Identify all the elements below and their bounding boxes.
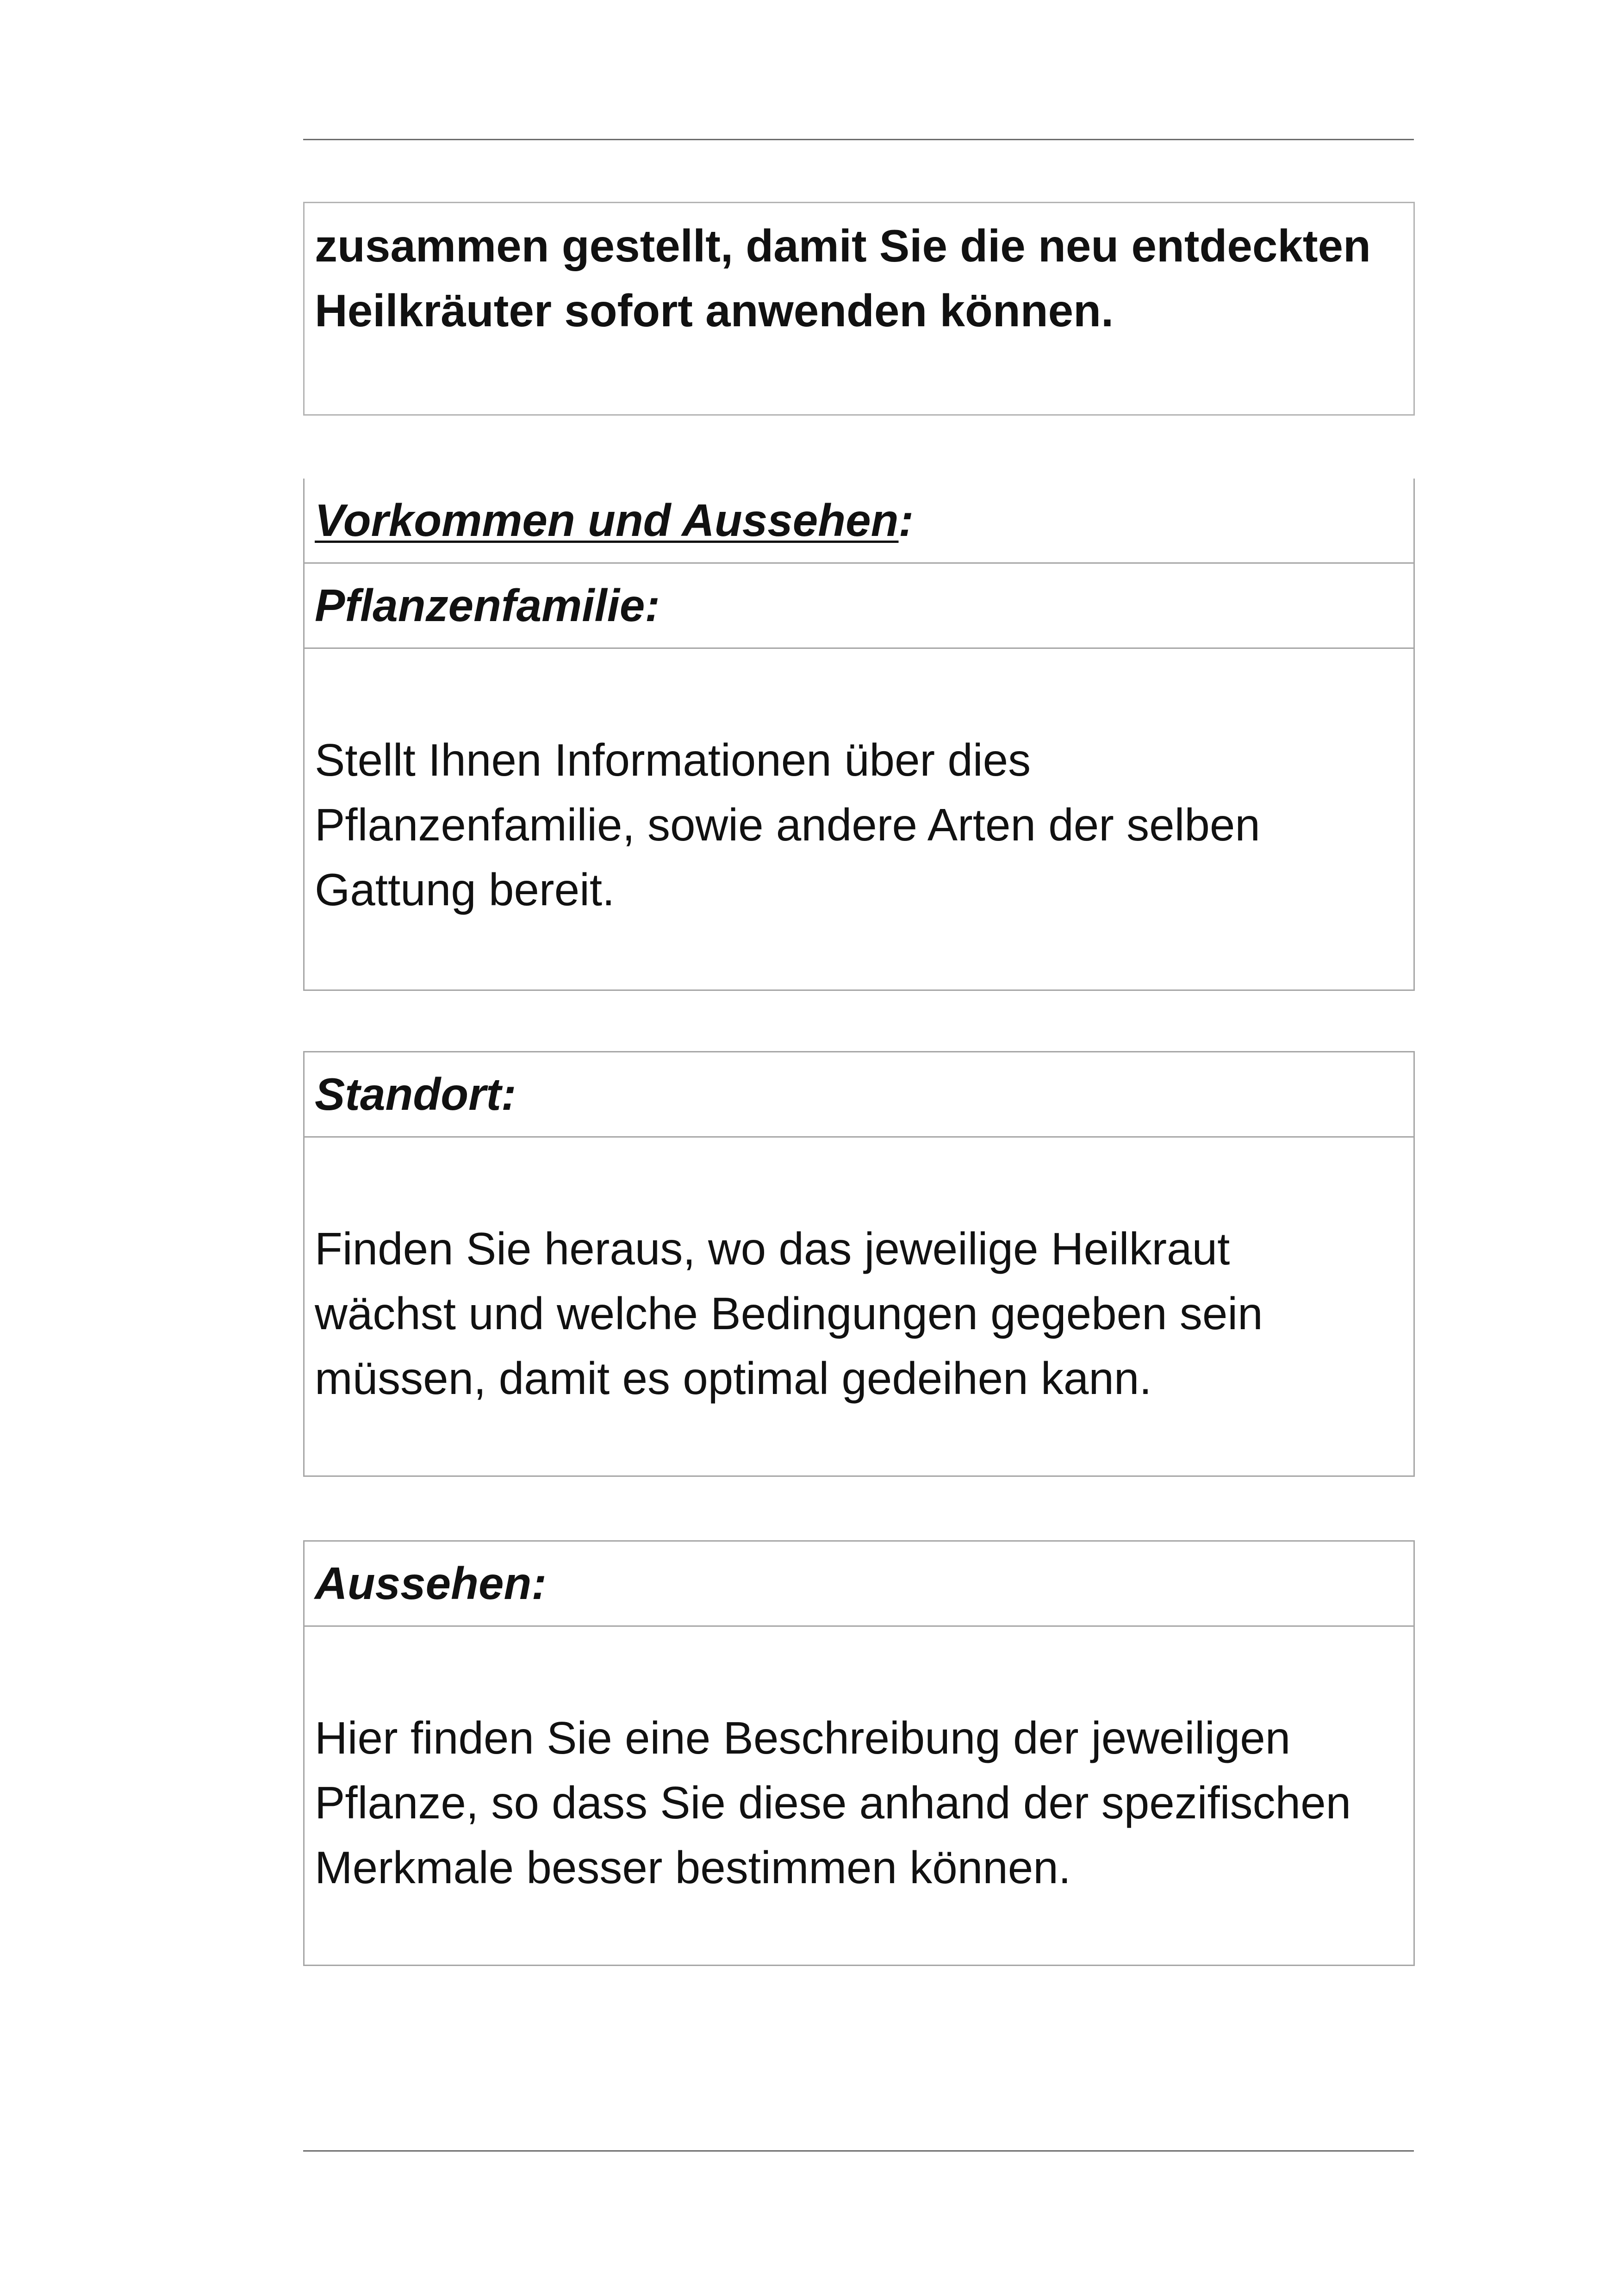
appearance-heading: Aussehen: bbox=[305, 1542, 1413, 1627]
plant-family-heading: Pflanzenfamilie: bbox=[305, 564, 1413, 649]
location-heading: Standort: bbox=[305, 1052, 1413, 1138]
plant-family-line-2: Pflanzenfamilie, sowie andere Arten der selben bbox=[315, 799, 1260, 850]
plant-family-line-1: Stellt Ihnen Informationen über dies bbox=[315, 734, 1031, 785]
location-description bbox=[305, 1138, 1413, 1475]
location-line-1: Finden Sie heraus, wo das jeweilige Heilkraut bbox=[315, 1223, 1230, 1274]
intro-line-1: zusammen gestellt, damit Sie die neu entdeckten bbox=[315, 220, 1371, 271]
footer-rule bbox=[303, 2150, 1414, 2152]
header-rule bbox=[303, 139, 1414, 140]
intro-text bbox=[305, 203, 1413, 343]
appearance-line-2: Pflanze, so dass Sie diese anhand der spezifischen bbox=[315, 1777, 1351, 1828]
section-title-colon: : bbox=[898, 495, 914, 546]
section-title bbox=[305, 479, 1413, 564]
plant-family-line-3: Gattung bereit. bbox=[315, 864, 615, 915]
intro-box bbox=[303, 202, 1415, 416]
location-box bbox=[303, 1051, 1415, 1477]
plant-family-description bbox=[305, 649, 1413, 989]
location-line-3: müssen, damit es optimal gedeihen kann. bbox=[315, 1353, 1152, 1404]
location-line-2: wächst und welche Bedingungen gegeben sein bbox=[315, 1288, 1263, 1339]
appearance-line-3: Merkmale besser bestimmen können. bbox=[315, 1842, 1071, 1893]
appearance-line-1: Hier finden Sie eine Beschreibung der jeweiligen bbox=[315, 1712, 1291, 1763]
section-title-text: Vorkommen und Aussehen bbox=[315, 495, 899, 546]
appearance-description bbox=[305, 1627, 1413, 1965]
appearance-box bbox=[303, 1540, 1415, 1966]
intro-line-2: Heilkräuter sofort anwenden können. bbox=[315, 285, 1114, 336]
plant-family-box bbox=[303, 479, 1415, 991]
